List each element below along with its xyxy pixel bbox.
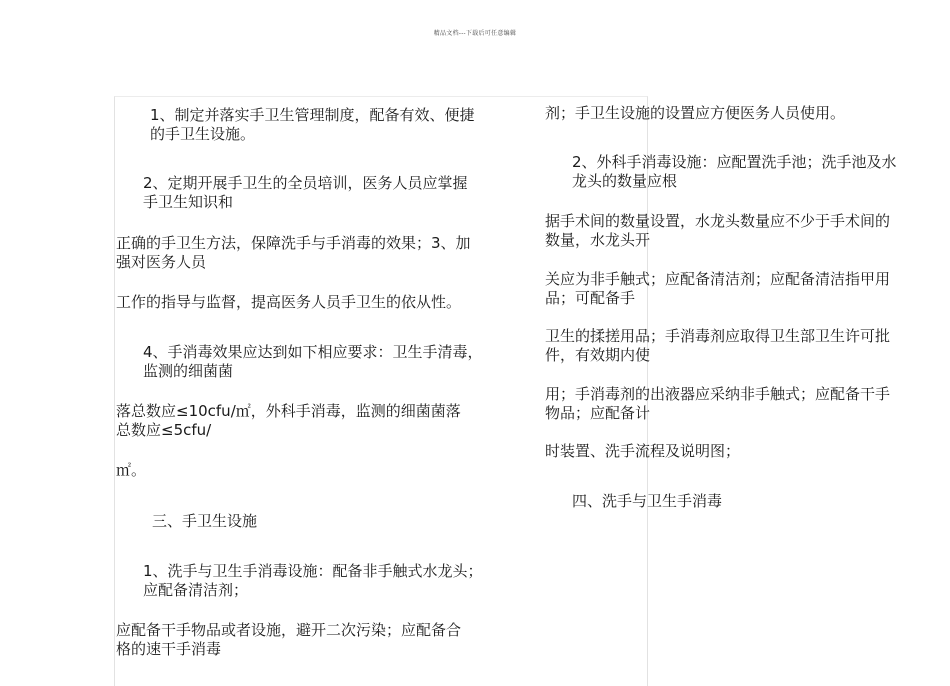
- text-line: 龙头的数量应根: [572, 172, 678, 190]
- section-heading-4: [572, 492, 722, 511]
- left-paragraph-7: [116, 461, 146, 480]
- text-line: 监测的细菌菌: [143, 362, 234, 380]
- text-line: 格的速干手消毒: [116, 640, 222, 658]
- text-line: 物品；应配备计: [545, 404, 651, 422]
- text-line: 时装置、洗手流程及说明图；: [545, 442, 741, 460]
- right-paragraph-5: [545, 327, 890, 365]
- text-line: 落总数应≤10cfu/㎡，外科手消毒，监测的细菌菌落: [116, 402, 461, 420]
- right-paragraph-7: [545, 442, 740, 461]
- text-line: 四、洗手与卫生手消毒: [572, 492, 723, 510]
- text-line: ㎡。: [116, 461, 147, 479]
- text-line: 工作的指导与监督，提高医务人员手卫生的依从性。: [116, 293, 462, 311]
- text-line: 三、手卫生设施: [152, 512, 258, 530]
- text-line: 卫生的揉搓用品；手消毒剂应取得卫生部卫生许可批: [545, 327, 891, 345]
- text-line: 应配备干手物品或者设施，避开二次污染；应配备合: [116, 621, 462, 639]
- text-line: 2、定期开展手卫生的全员培训，医务人员应掌握: [143, 174, 468, 192]
- text-line: 正确的手卫生方法，保障洗手与手消毒的效果；3、加: [116, 234, 471, 252]
- text-line: 4、手消毒效果应达到如下相应要求：卫生手清毒，: [143, 343, 483, 361]
- right-paragraph-2: [572, 153, 897, 191]
- right-paragraph-1: [545, 104, 845, 123]
- section-heading-3: [152, 512, 257, 531]
- text-line: 强对医务人员: [116, 253, 207, 271]
- text-line: 剂；手卫生设施的设置应方便医务人员使用。: [545, 104, 846, 122]
- text-line: 据手术间的数量设置，水龙头数量应不少于手术间的: [545, 212, 891, 230]
- text-line: 1、制定并落实手卫生管理制度，配备有效、便捷: [150, 106, 475, 124]
- left-paragraph-1: [150, 106, 475, 144]
- text-line: 应配备清洁剂；: [143, 581, 249, 599]
- left-paragraph-4: [116, 293, 461, 312]
- left-paragraph-3: [116, 234, 471, 272]
- right-paragraph-3: [545, 212, 890, 250]
- text-line: 数量，水龙头开: [545, 231, 651, 249]
- right-paragraph-6: [545, 385, 890, 423]
- text-line: 2、外科手消毒设施：应配置洗手池；洗手池及水: [572, 153, 897, 171]
- left-paragraph-2: [143, 174, 468, 212]
- text-line: 手卫生知识和: [143, 193, 234, 211]
- left-paragraph-9: [143, 562, 483, 600]
- right-paragraph-4: [545, 270, 890, 308]
- text-line: 品；可配备手: [545, 289, 636, 307]
- left-paragraph-5: [143, 343, 483, 381]
- header-note: 精品文档---下载后可任意编辑: [433, 30, 517, 37]
- text-line: 的手卫生设施。: [150, 125, 256, 143]
- left-paragraph-10: [116, 621, 461, 659]
- left-paragraph-6: [116, 402, 461, 440]
- text-line: 件，有效期内使: [545, 346, 651, 364]
- text-line: 总数应≤5cfu/: [116, 421, 212, 439]
- text-line: 1、洗手与卫生手消毒设施：配备非手触式水龙头；: [143, 562, 483, 580]
- text-line: 用；手消毒剂的出液器应采纳非手触式；应配备干手: [545, 385, 891, 403]
- text-line: 关应为非手触式；应配备清洁剂；应配备清洁指甲用: [545, 270, 891, 288]
